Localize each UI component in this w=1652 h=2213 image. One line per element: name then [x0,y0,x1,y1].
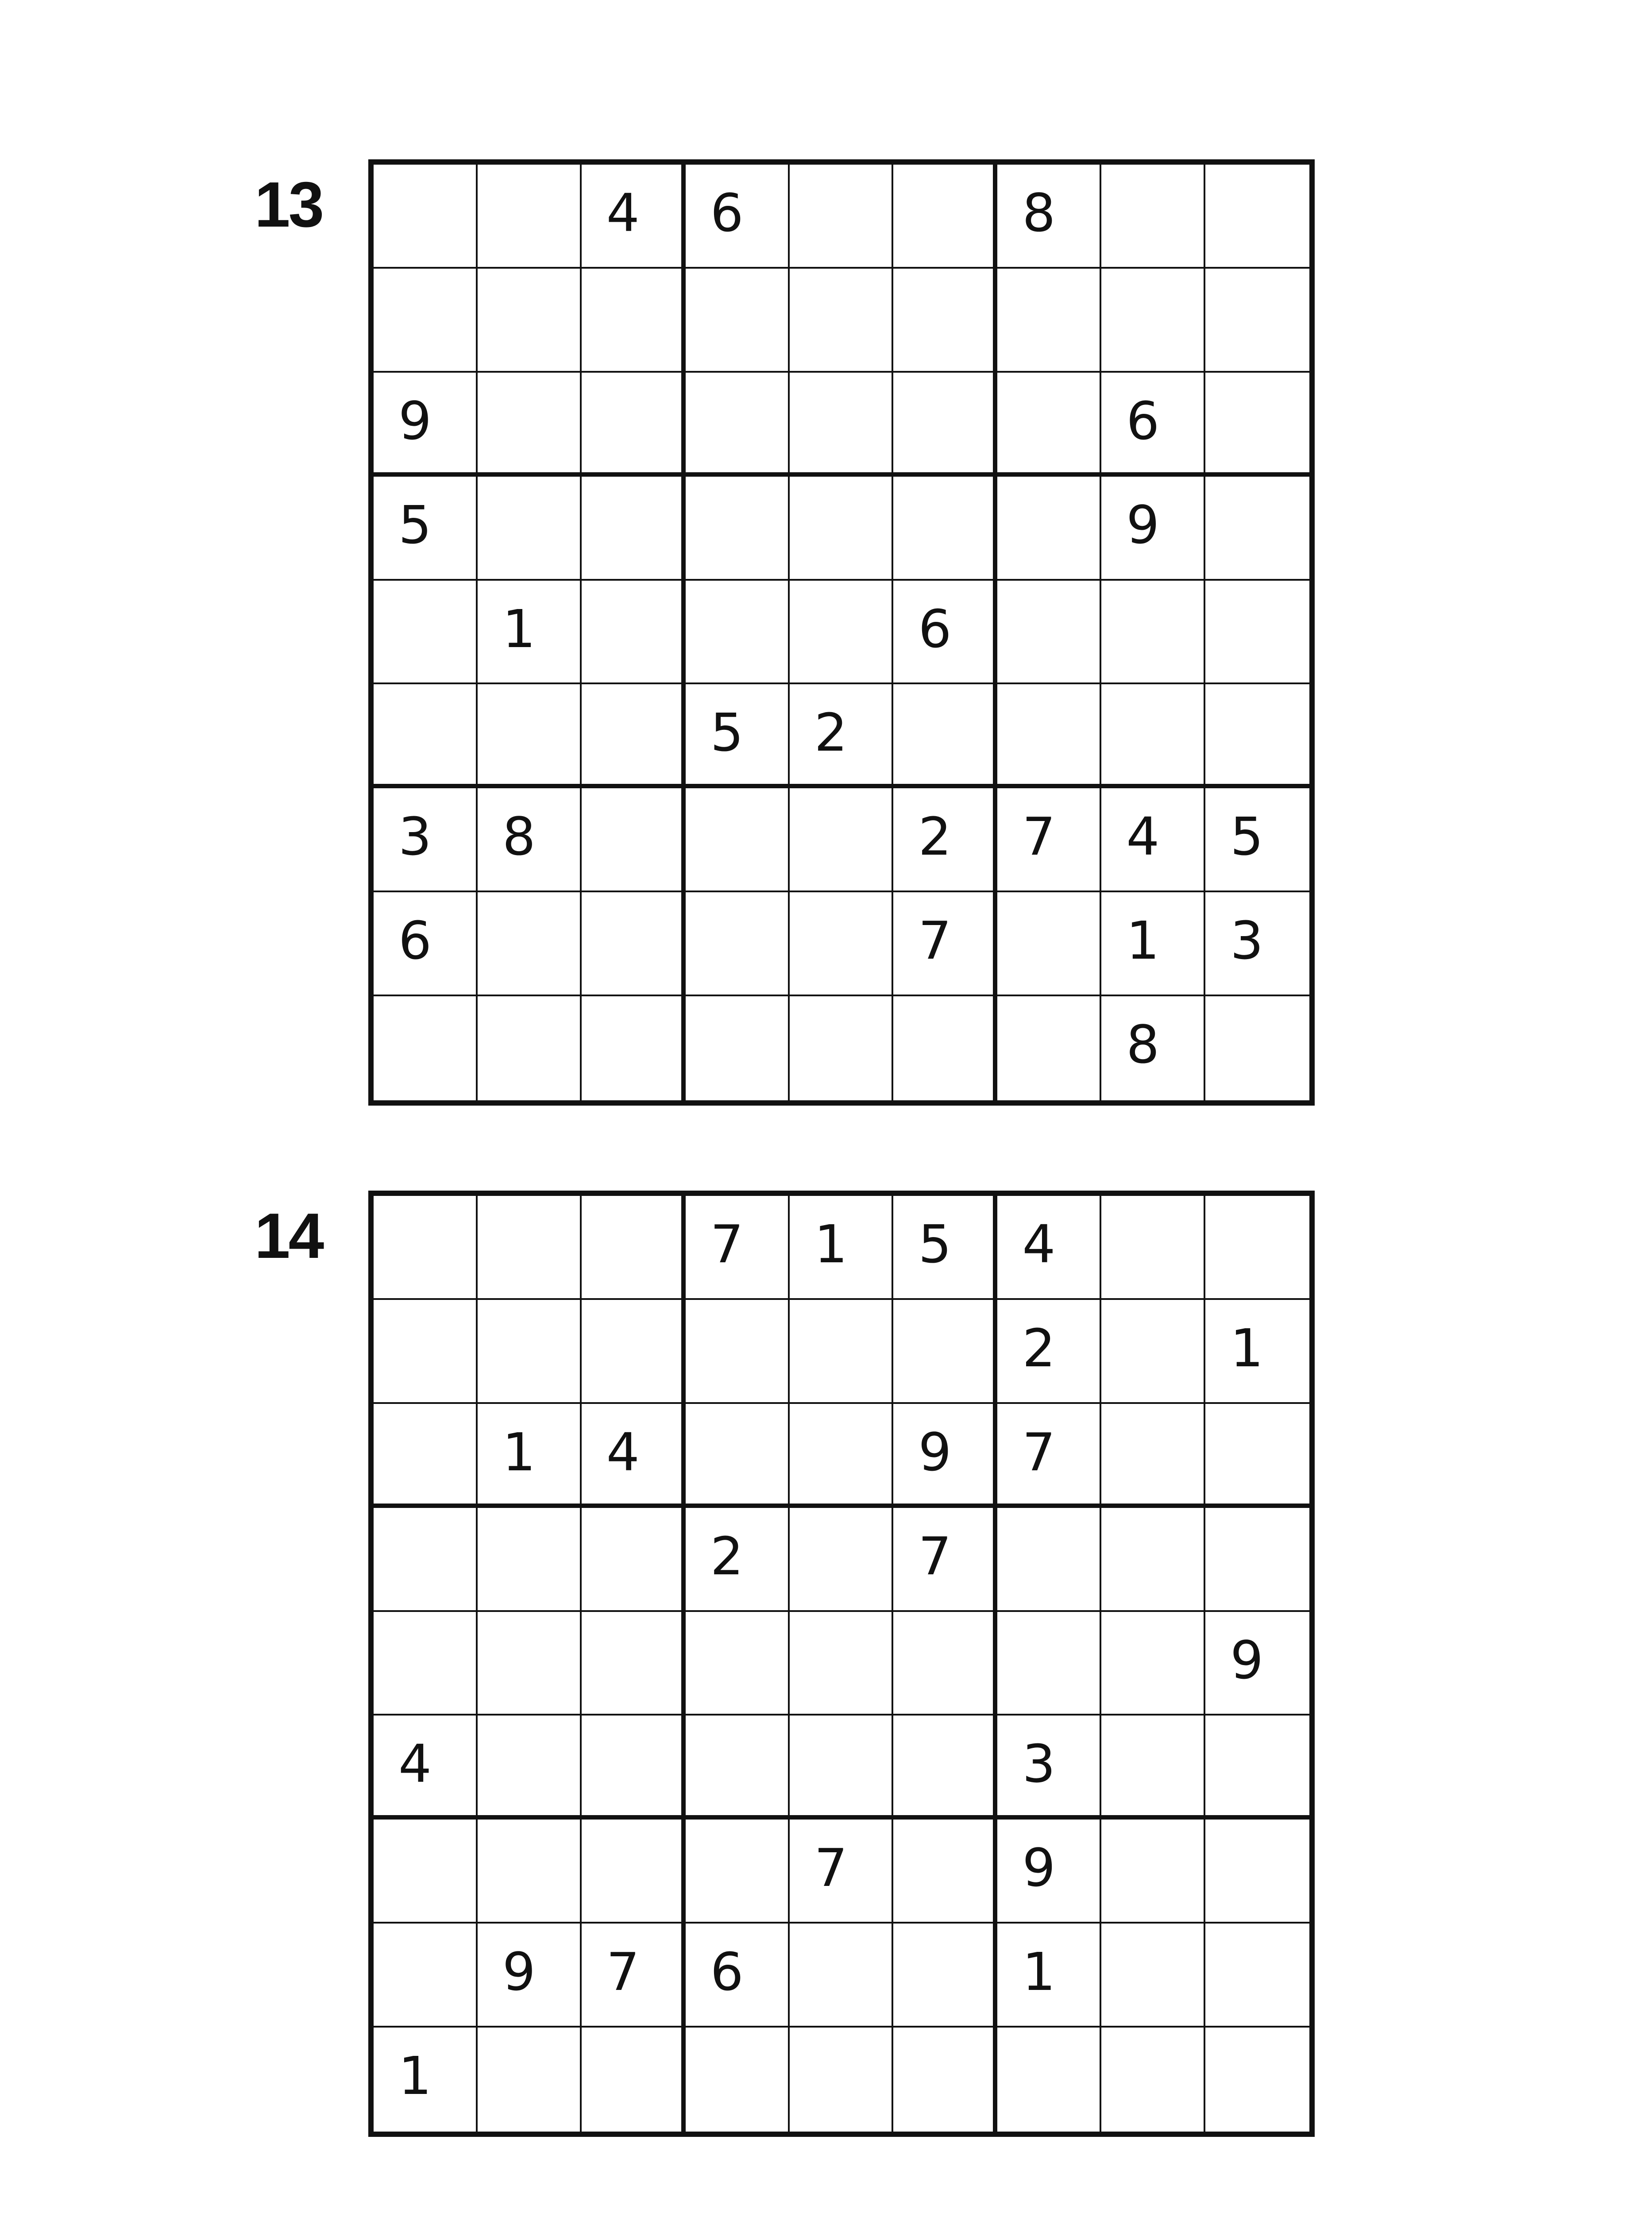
sudoku-cell[interactable] [790,1404,894,1508]
cell-digit: 6 [1126,390,1160,451]
sudoku-cell[interactable] [1101,1300,1205,1404]
sudoku-cell[interactable] [478,165,582,269]
sudoku-cell[interactable] [1101,684,1205,788]
sudoku-cell[interactable] [478,1300,582,1404]
sudoku-cell[interactable] [997,269,1101,373]
cell-digit: 8 [1126,1014,1160,1076]
sudoku-cell[interactable] [1205,684,1309,788]
sudoku-cell[interactable] [478,684,582,788]
sudoku-cell[interactable] [790,788,894,892]
cell-digit: 1 [398,2045,432,2107]
cell-digit: 9 [1126,494,1160,555]
sudoku-cell[interactable] [1101,2028,1205,2132]
sudoku-cell[interactable] [893,1196,997,1300]
sudoku-cell[interactable] [686,373,790,477]
cell-digit: 8 [502,806,536,867]
sudoku-cell[interactable] [686,581,790,685]
sudoku-cell[interactable] [790,1300,894,1404]
sudoku-cell[interactable] [686,269,790,373]
sudoku-cell[interactable] [1101,1924,1205,2028]
cell-digit: 6 [710,182,744,243]
sudoku-grid [368,159,1315,1106]
sudoku-cell[interactable] [374,1924,478,2028]
sudoku-cell[interactable] [374,269,478,373]
sudoku-cell[interactable] [1101,1508,1205,1612]
sudoku-cell[interactable] [1101,1612,1205,1716]
sudoku-cell[interactable] [1205,1716,1309,1820]
cell-digit: 4 [398,1733,432,1795]
sudoku-cell[interactable] [582,373,686,477]
cell-digit: 1 [814,1214,848,1275]
sudoku-cell[interactable] [790,2028,894,2132]
sudoku-cell[interactable] [1205,1612,1309,1716]
cell-digit: 1 [502,598,536,659]
sudoku-cell[interactable] [582,1716,686,1820]
sudoku-cell[interactable] [997,1716,1101,1820]
sudoku-cell[interactable] [686,684,790,788]
cell-digit: 7 [1022,806,1056,867]
sudoku-cell[interactable] [893,1300,997,1404]
sudoku-cell[interactable] [997,1508,1101,1612]
cell-digit: 1 [1126,910,1160,972]
cell-digit: 7 [606,1941,640,2003]
sudoku-cell[interactable] [478,996,582,1100]
sudoku-cell[interactable] [478,477,582,581]
sudoku-cell[interactable] [997,788,1101,892]
sudoku-cell[interactable] [893,1924,997,2028]
sudoku-cell[interactable] [582,1196,686,1300]
sudoku-cell[interactable] [893,1820,997,1924]
sudoku-cell[interactable] [997,1612,1101,1716]
sudoku-cell[interactable] [686,1196,790,1300]
sudoku-cell[interactable] [582,996,686,1100]
sudoku-cell[interactable] [686,996,790,1100]
sudoku-cell[interactable] [374,2028,478,2132]
sudoku-cell[interactable] [790,1196,894,1300]
sudoku-cell[interactable] [582,788,686,892]
sudoku-cell[interactable] [893,996,997,1100]
sudoku-cell[interactable] [893,269,997,373]
cell-digit: 2 [918,806,952,867]
cell-digit: 6 [398,910,432,972]
cell-digit: 5 [710,702,744,763]
sudoku-cell[interactable] [582,1508,686,1612]
sudoku-cell[interactable] [374,788,478,892]
sudoku-cell[interactable] [790,1924,894,2028]
sudoku-cell[interactable] [374,1300,478,1404]
cell-digit: 4 [606,182,640,243]
sudoku-cell[interactable] [1205,1300,1309,1404]
cell-digit: 9 [398,390,432,451]
sudoku-cell[interactable] [374,165,478,269]
cell-digit: 4 [606,1421,640,1483]
sudoku-cell[interactable] [686,1820,790,1924]
sudoku-cell[interactable] [997,1404,1101,1508]
cell-digit: 2 [1022,1317,1056,1379]
sudoku-cell[interactable] [478,2028,582,2132]
sudoku-cell[interactable] [478,581,582,685]
sudoku-cell[interactable] [686,165,790,269]
sudoku-cell[interactable] [478,1716,582,1820]
sudoku-cell[interactable] [478,892,582,996]
sudoku-cell[interactable] [374,684,478,788]
sudoku-cell[interactable] [1205,581,1309,685]
sudoku-cell[interactable] [1101,581,1205,685]
cell-digit: 6 [918,598,952,659]
cell-digit: 7 [710,1214,744,1275]
cell-digit: 4 [1126,806,1160,867]
sudoku-cell[interactable] [478,1820,582,1924]
sudoku-cell[interactable] [893,1508,997,1612]
cell-digit: 1 [502,1421,536,1483]
sudoku-cell[interactable] [1101,477,1205,581]
sudoku-cell[interactable] [478,1196,582,1300]
sudoku-cell[interactable] [790,269,894,373]
sudoku-cell[interactable] [1101,788,1205,892]
sudoku-cell[interactable] [374,1820,478,1924]
sudoku-cell[interactable] [997,373,1101,477]
sudoku-cell[interactable] [790,165,894,269]
cell-digit: 7 [918,1525,952,1587]
sudoku-cell[interactable] [790,892,894,996]
sudoku-cell[interactable] [686,788,790,892]
cell-digit: 3 [1022,1733,1056,1795]
sudoku-cell[interactable] [790,373,894,477]
sudoku-cell[interactable] [478,1404,582,1508]
sudoku-cell[interactable] [1101,269,1205,373]
sudoku-cell[interactable] [790,1508,894,1612]
sudoku-cell[interactable] [997,477,1101,581]
sudoku-cell[interactable] [1205,892,1309,996]
puzzle-number: 13 [255,169,323,240]
cell-digit: 6 [710,1941,744,2003]
cell-digit: 7 [1022,1421,1056,1483]
sudoku-cell[interactable] [1101,165,1205,269]
sudoku-cell[interactable] [686,1924,790,2028]
sudoku-cell[interactable] [686,477,790,581]
cell-digit: 9 [1230,1629,1264,1691]
sudoku-cell[interactable] [1205,996,1309,1100]
sudoku-cell[interactable] [997,581,1101,685]
sudoku-puzzle-13 [0,159,1652,1133]
sudoku-cell[interactable] [374,1196,478,1300]
sudoku-cell[interactable] [1101,892,1205,996]
sudoku-cell[interactable] [790,1612,894,1716]
sudoku-cell[interactable] [790,1716,894,1820]
sudoku-cell[interactable] [1205,788,1309,892]
sudoku-cell[interactable] [1205,477,1309,581]
sudoku-cell[interactable] [1101,1196,1205,1300]
cell-digit: 2 [710,1525,744,1587]
cell-digit: 3 [1230,910,1264,972]
sudoku-cell[interactable] [893,2028,997,2132]
sudoku-cell[interactable] [582,269,686,373]
sudoku-cell[interactable] [893,1404,997,1508]
sudoku-cell[interactable] [997,1924,1101,2028]
sudoku-cell[interactable] [374,373,478,477]
puzzle-number: 14 [255,1200,323,1272]
sudoku-cell[interactable] [686,2028,790,2132]
sudoku-cell[interactable] [1101,1716,1205,1820]
sudoku-cell[interactable] [478,1508,582,1612]
sudoku-cell[interactable] [1101,1820,1205,1924]
sudoku-cell[interactable] [582,1404,686,1508]
cell-digit: 4 [1022,1214,1056,1275]
sudoku-cell[interactable] [790,477,894,581]
sudoku-cell[interactable] [582,477,686,581]
sudoku-cell[interactable] [1205,1196,1309,1300]
sudoku-cell[interactable] [478,1612,582,1716]
sudoku-cell[interactable] [893,165,997,269]
sudoku-cell[interactable] [790,684,894,788]
cell-digit: 5 [398,494,432,555]
sudoku-cell[interactable] [893,1612,997,1716]
sudoku-cell[interactable] [374,1612,478,1716]
sudoku-cell[interactable] [374,581,478,685]
sudoku-cell[interactable] [893,1716,997,1820]
cell-digit: 5 [918,1214,952,1275]
cell-digit: 3 [398,806,432,867]
sudoku-cell[interactable] [478,788,582,892]
sudoku-cell[interactable] [582,684,686,788]
sudoku-cell[interactable] [686,1300,790,1404]
sudoku-cell[interactable] [997,996,1101,1100]
sudoku-cell[interactable] [1205,373,1309,477]
sudoku-cell[interactable] [478,373,582,477]
sudoku-cell[interactable] [686,1508,790,1612]
sudoku-cell[interactable] [997,684,1101,788]
sudoku-cell[interactable] [478,269,582,373]
sudoku-cell[interactable] [1205,165,1309,269]
cell-digit: 2 [814,702,848,763]
sudoku-cell[interactable] [997,2028,1101,2132]
sudoku-cell[interactable] [374,1508,478,1612]
sudoku-cell[interactable] [1101,1404,1205,1508]
sudoku-cell[interactable] [582,1924,686,2028]
sudoku-cell[interactable] [790,1820,894,1924]
sudoku-cell[interactable] [582,1300,686,1404]
sudoku-cell[interactable] [997,1196,1101,1300]
sudoku-cell[interactable] [478,1924,582,2028]
cell-digit: 9 [502,1941,536,2003]
sudoku-cell[interactable] [582,1820,686,1924]
cell-digit: 9 [918,1421,952,1483]
sudoku-cell[interactable] [1101,373,1205,477]
sudoku-grid [368,1191,1315,2137]
sudoku-cell[interactable] [582,2028,686,2132]
sudoku-cell[interactable] [582,165,686,269]
cell-digit: 5 [1230,806,1264,867]
sudoku-cell[interactable] [374,996,478,1100]
cell-digit: 9 [1022,1837,1056,1899]
cell-digit: 8 [1022,182,1056,243]
sudoku-cell[interactable] [374,1404,478,1508]
sudoku-cell[interactable] [374,892,478,996]
sudoku-cell[interactable] [1101,996,1205,1100]
cell-digit: 1 [1230,1317,1264,1379]
sudoku-cell[interactable] [893,373,997,477]
sudoku-cell[interactable] [374,1716,478,1820]
sudoku-cell[interactable] [997,1820,1101,1924]
sudoku-cell[interactable] [997,165,1101,269]
sudoku-cell[interactable] [582,892,686,996]
sudoku-cell[interactable] [1205,1820,1309,1924]
cell-digit: 1 [1022,1941,1056,2003]
sudoku-cell[interactable] [893,892,997,996]
sudoku-cell[interactable] [790,581,894,685]
sudoku-cell[interactable] [997,1300,1101,1404]
sudoku-cell[interactable] [686,1716,790,1820]
sudoku-cell[interactable] [582,581,686,685]
sudoku-cell[interactable] [893,788,997,892]
sudoku-cell[interactable] [893,684,997,788]
sudoku-cell[interactable] [686,1612,790,1716]
sudoku-cell[interactable] [893,477,997,581]
sudoku-cell[interactable] [686,1404,790,1508]
sudoku-cell[interactable] [893,581,997,685]
sudoku-cell[interactable] [790,996,894,1100]
sudoku-cell[interactable] [582,1612,686,1716]
sudoku-cell[interactable] [686,892,790,996]
sudoku-cell[interactable] [1205,269,1309,373]
sudoku-cell[interactable] [374,477,478,581]
sudoku-cell[interactable] [1205,1924,1309,2028]
sudoku-cell[interactable] [1205,2028,1309,2132]
cell-digit: 7 [814,1837,848,1899]
sudoku-cell[interactable] [1205,1404,1309,1508]
cell-digit: 7 [918,910,952,972]
sudoku-cell[interactable] [1205,1508,1309,1612]
sudoku-cell[interactable] [997,892,1101,996]
sudoku-puzzle-14 [0,1191,1652,2164]
